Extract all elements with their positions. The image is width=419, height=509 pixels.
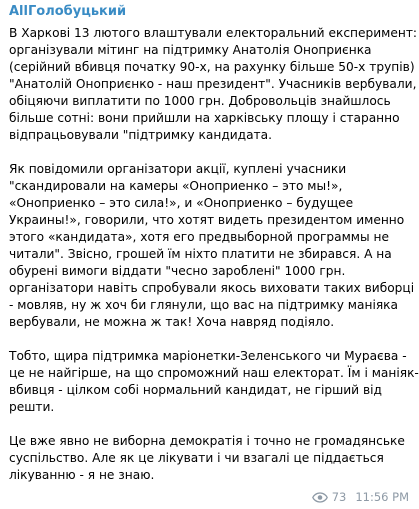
text-line: вбивця - цілком собі нормальний кандидат, не гірший від (9, 383, 382, 397)
message-meta (312, 490, 409, 504)
text-line: обіцяючи виплатити по 1000 грн. Добровольців знайшлось (9, 94, 391, 108)
text-line: читали". Звісно, грошей їм ніхто платити не збирався. А на (9, 247, 392, 261)
text-line: - мовляв, ну ж хоч би глянули, що вас на підтримку маніяка (9, 298, 398, 312)
channel-name[interactable]: AllГолобуцький (9, 4, 127, 19)
paragraph-3 (9, 348, 419, 416)
text-line: Як повідомили організатори акції, куплені учасники (9, 162, 347, 176)
paragraph-2 (9, 161, 415, 331)
text-line: В Харкові 13 лютого влаштували електоральний експеримент: (9, 26, 418, 40)
paragraph-4 (9, 433, 410, 484)
text-line: Це вже явно не виборна демократія і точно не громадянське (9, 434, 405, 448)
paragraph-1 (9, 25, 418, 144)
message-text (9, 25, 419, 484)
text-line: «Оноприенко – это сила!», и «Оноприенко – будущее (9, 196, 354, 210)
post-time: 11:56 PM (355, 490, 409, 504)
text-line: Тобто, щира підтримка маріонетки-Зеленського чи Мураєва - (9, 349, 407, 363)
text-line: лікуванню - я не знаю. (9, 468, 155, 482)
text-line: (серійний вбивця початку 90-х, на рахунку більше 50-х трупів) (9, 60, 415, 74)
text-line: вербували, не можна ж так! Хоча навряд подіяло. (9, 315, 335, 329)
eye-icon (312, 492, 328, 503)
text-line: відпрацьовували "підтримку кандидата. (9, 128, 273, 142)
text-line: этого «кандидата», хотя его предвыборной программы не (9, 230, 389, 244)
text-line: обурені вимоги віддати "чесно зароблені" 1000 грн. (9, 264, 346, 278)
text-line: більше сотні: вони прийшли на харківську площу і старанно (9, 111, 400, 125)
text-line: решти. (9, 400, 55, 414)
text-line: організатори навіть спробували якось виховати таких виборці (9, 281, 415, 295)
text-line: організували мітинг на підтримку Анатолія Оноприєнка (9, 43, 372, 57)
text-line: суспільство. Але як це лікувати і чи взагалі це піддається (9, 451, 384, 465)
view-count: 73 (331, 490, 347, 504)
text-line: "скандировали на камеры «Оноприенко – это мы!», (9, 179, 343, 193)
text-line: "Анатолій Оноприєнко - наш президент". Учасників вербували, (9, 77, 417, 91)
text-line: Украины!», говорили, что хотят видеть президентом именно (9, 213, 405, 227)
text-line: це не найгірше, на що спроможний наш електорат. Їм і маніяк- (9, 366, 419, 380)
